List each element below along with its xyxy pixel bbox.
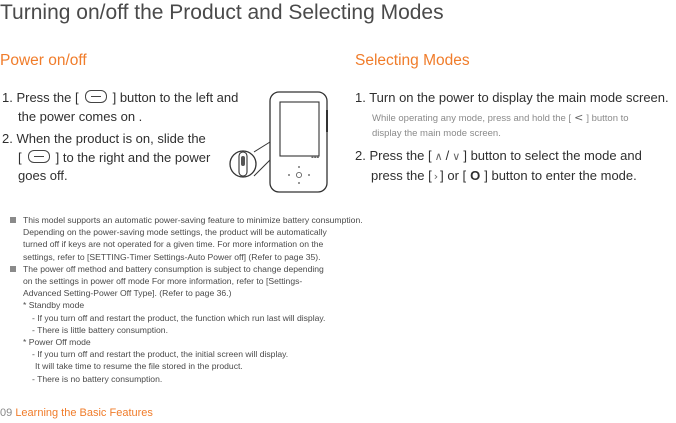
back-icon: <	[574, 111, 584, 124]
bullet-square-icon	[10, 266, 16, 272]
modes-step-1	[355, 89, 669, 108]
note2-line: The power off method and battery consumption is subject to change depending	[23, 263, 324, 274]
note1-line: settings, refer to [SETTING-Timer Settings-Auto Power off] (Refer to page 35).	[23, 251, 321, 262]
standby-line: - There is little battery consumption.	[32, 324, 168, 335]
poweroff-title: * Power Off mode	[23, 337, 91, 348]
step2m-text-c: ] button to select the mode and	[463, 148, 642, 163]
poweroff-line: It will take time to resume the file stored in the product.	[35, 361, 243, 372]
power-step-2	[2, 130, 210, 186]
footer-section-title: Learning the Basic Features	[15, 407, 153, 419]
power-heading: Power on/off	[0, 52, 87, 69]
note1-line: Depending on the power-saving mode settings, the product will be automatically	[23, 227, 327, 238]
page-title: Turning on/off the Product and Selecting Modes	[0, 1, 444, 24]
power-step-1	[2, 89, 238, 126]
modes-step-2	[355, 147, 642, 186]
bullet-square-icon	[10, 217, 16, 223]
step1-text-c: the power comes on .	[18, 108, 143, 124]
power-slider-icon	[28, 150, 50, 163]
page-number: 09	[0, 407, 13, 419]
modes-heading: Selecting Modes	[355, 52, 470, 69]
down-icon: ∨	[452, 150, 461, 163]
page-footer	[0, 407, 153, 419]
step2m-text-a: 2. Press the [	[355, 148, 432, 163]
note-text-a: While operating any mode, press and hold the [	[372, 113, 572, 124]
note1-line: turned off if keys are not operated for a given time. For more information on the	[23, 239, 324, 250]
svg-text:▪▪▪: ▪▪▪	[311, 154, 320, 159]
step2-text-b: [	[18, 149, 22, 165]
step2-text-c: ] to the right and the power	[55, 149, 211, 165]
poweroff-line: - There is no battery consumption.	[32, 373, 163, 384]
enter-icon: O	[470, 167, 481, 183]
up-icon: ∧	[434, 150, 443, 163]
step2m-text-d: press the [	[371, 167, 432, 183]
step2m-text-f: ] button to enter the mode.	[484, 167, 637, 183]
note-text-b: ] button to	[586, 113, 629, 124]
power-button-icon	[85, 90, 107, 103]
step2-text-d: goes off.	[18, 168, 68, 183]
note-text-c: display the main mode screen.	[372, 128, 501, 139]
note2-line: Advanced Setting-Power Off Type]. (Refer to page 36.)	[23, 288, 232, 299]
standby-line: - If you turn off and restart the product, the function which run last will display.	[32, 312, 326, 323]
device-illustration	[228, 90, 332, 196]
poweroff-line: - If you turn off and restart the product, the initial screen will display.	[32, 349, 289, 360]
modes-step1-note	[372, 110, 629, 141]
step2-text-a: 2. When the product is on, slide the	[2, 131, 206, 146]
note2-line: on the settings in power off mode For more information, refer to [Settings-	[23, 276, 303, 287]
modes-step1-text: 1. Turn on the power to display the main mode screen.	[355, 90, 669, 105]
step1-text-b: ] button to the left and	[112, 90, 239, 105]
step2m-text-b: /	[445, 148, 450, 163]
note1-line: This model supports an automatic power-saving feature to minimize battery consumption.	[23, 215, 363, 225]
step2m-text-e: ] or [	[440, 167, 467, 183]
right-icon: ›	[433, 169, 439, 183]
standby-title: * Standby mode	[23, 300, 85, 311]
step1-text-a: 1. Press the [	[2, 90, 79, 105]
notes-block	[8, 214, 363, 385]
